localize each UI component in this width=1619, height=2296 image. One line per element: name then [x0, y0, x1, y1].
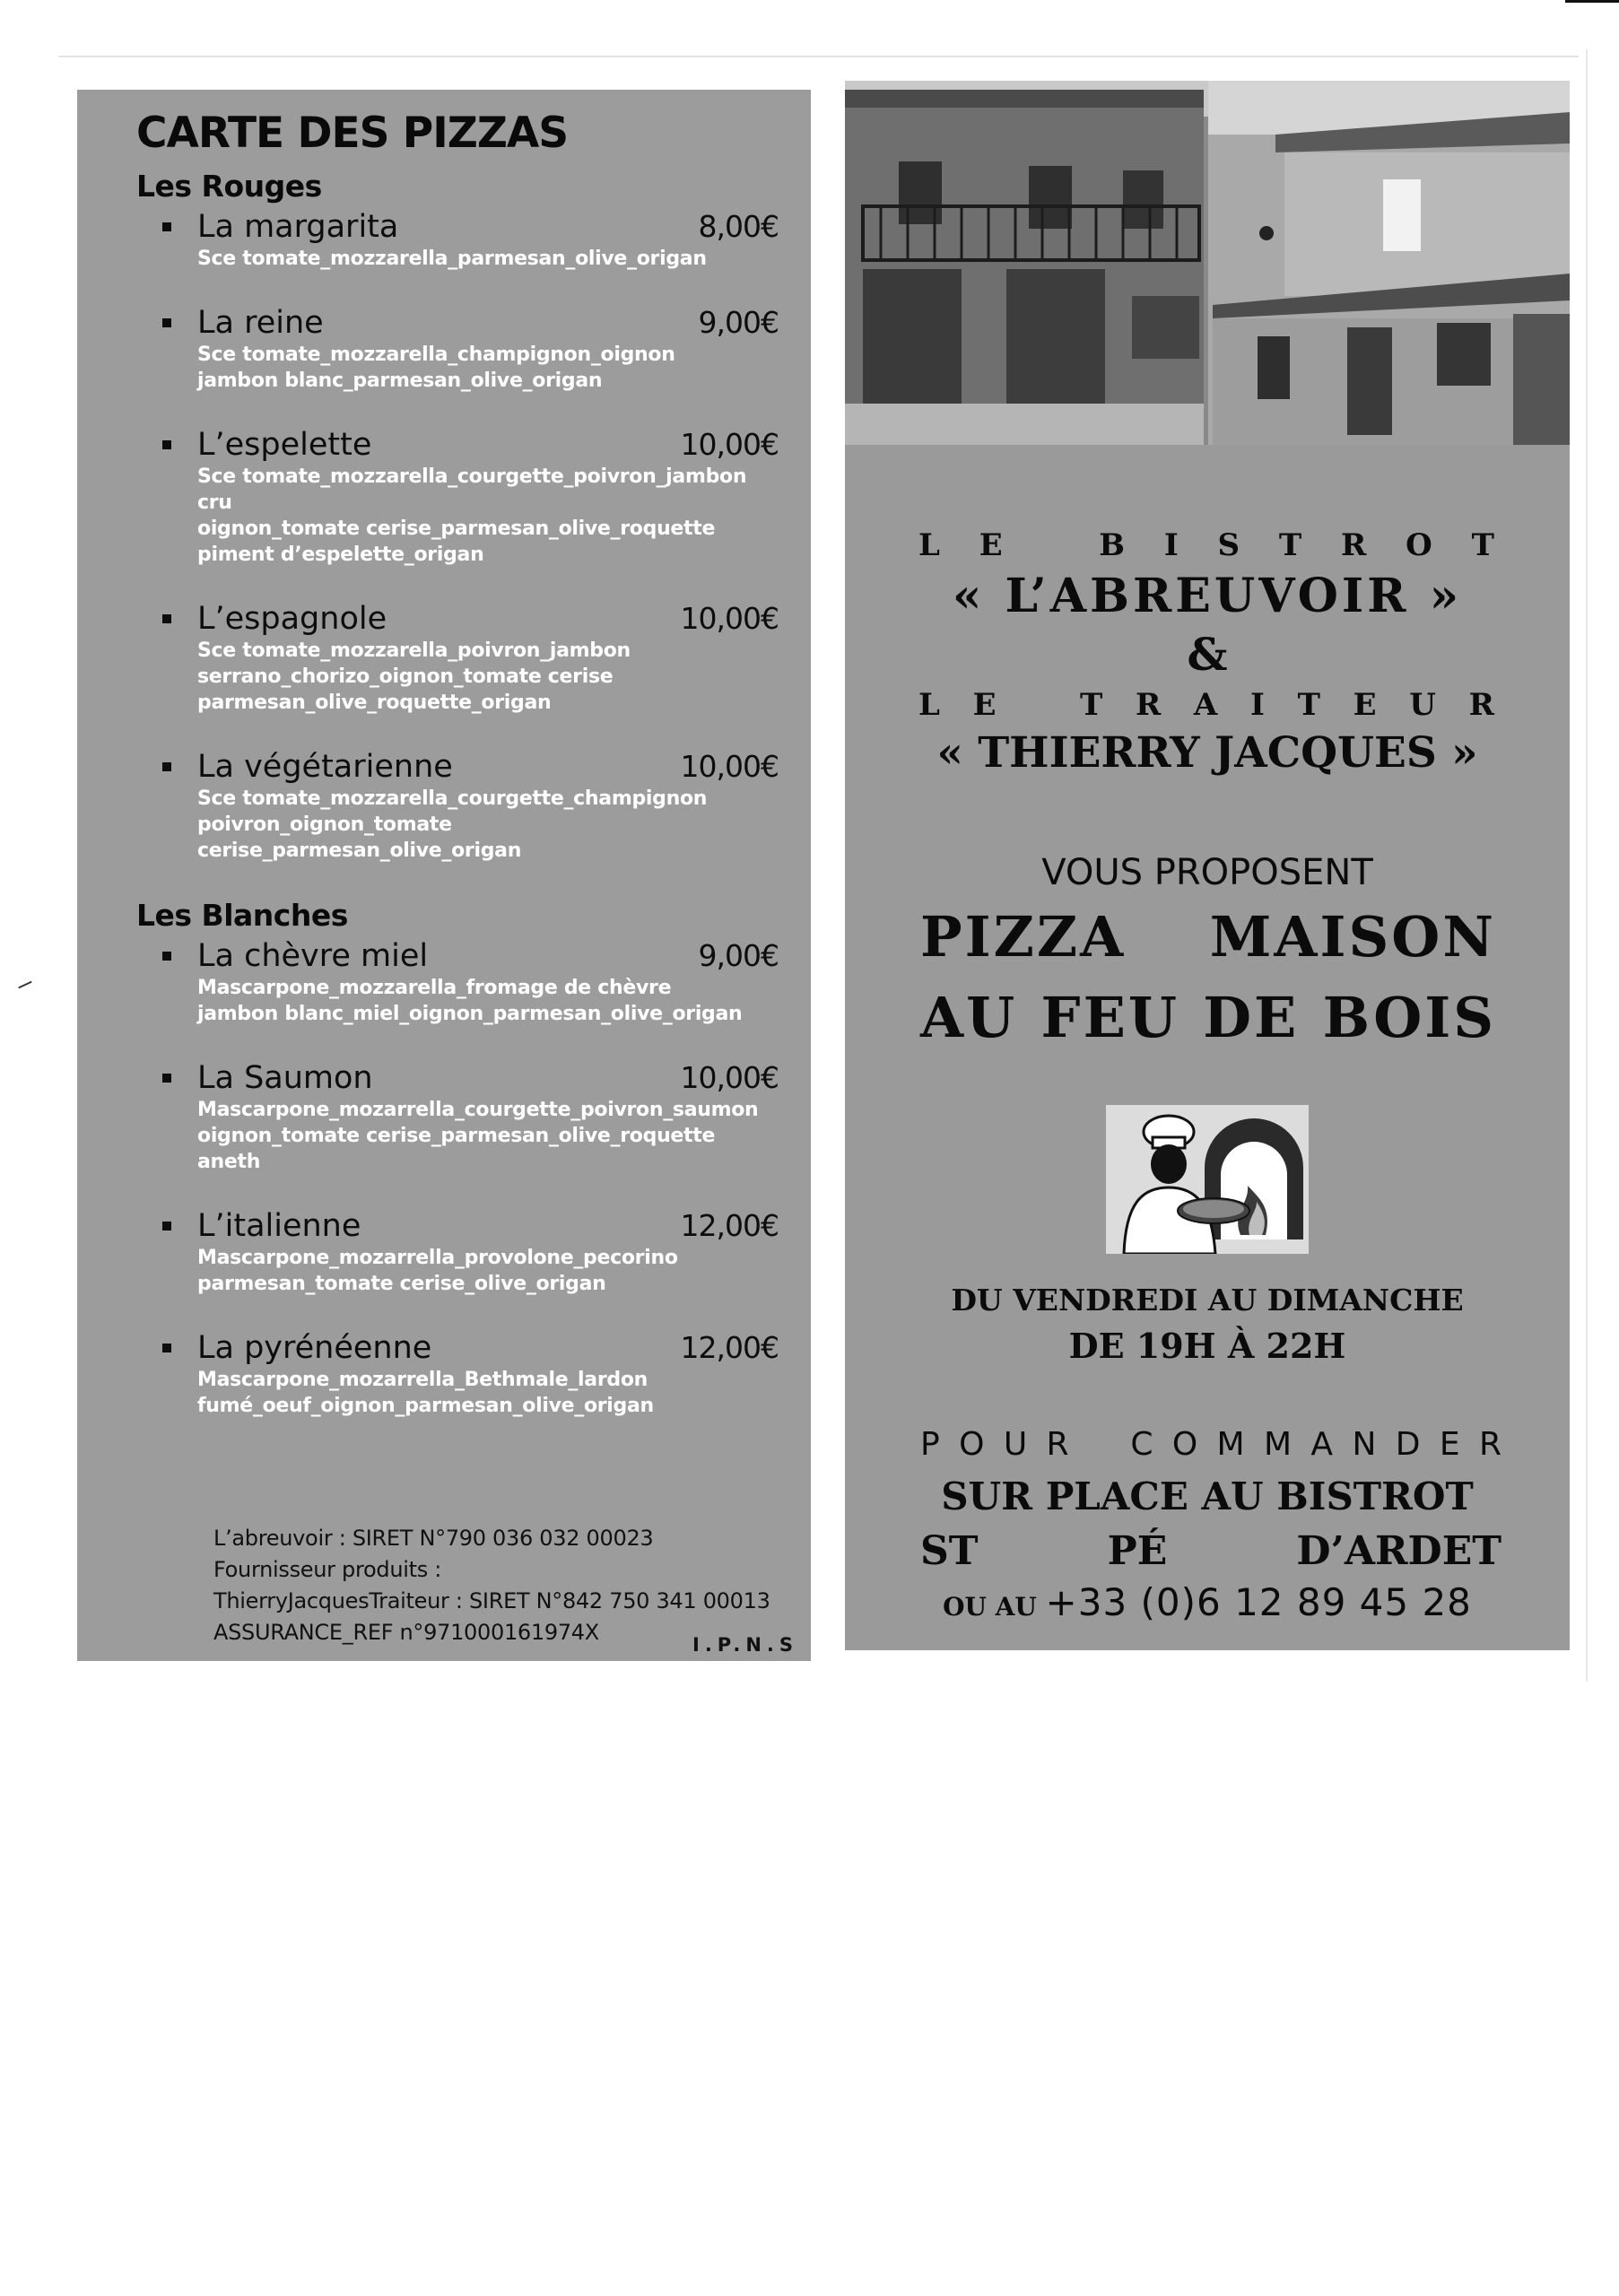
letter: L — [918, 527, 940, 563]
pizza-item — [136, 304, 779, 394]
pizza-item — [136, 600, 779, 716]
bullet-icon — [162, 1074, 171, 1083]
page-edge-right — [1586, 49, 1588, 1682]
order-location: SUR PLACE AU BISTROT — [941, 1474, 1474, 1518]
letter: R — [1046, 1426, 1069, 1463]
pizza-ingredients: Sce tomate_mozzarella_poivron_jambon — [197, 639, 631, 662]
pizza-price: 9,00€ — [698, 938, 779, 973]
pizza-item — [136, 748, 779, 864]
pizza-name: La pyrénéenne — [197, 1330, 432, 1366]
corner-mark — [1565, 0, 1619, 3]
ampersand: & — [1187, 628, 1228, 681]
letter: I — [1163, 527, 1179, 563]
pizza-price: 12,00€ — [680, 1330, 779, 1365]
chef-pizza-oven-icon — [1106, 1105, 1309, 1254]
legal-line: L’abreuvoir : SIRET N°790 036 032 00023 — [213, 1526, 654, 1551]
letter: R — [1468, 687, 1494, 723]
letter: U — [1409, 687, 1436, 723]
pizza-ingredients: parmesan_tomate cerise_olive_origan — [197, 1273, 606, 1295]
letter: R — [1135, 687, 1162, 723]
spacer — [1041, 527, 1059, 563]
pizza-price: 10,00€ — [680, 427, 779, 462]
bullet-icon — [162, 1344, 171, 1352]
letter: C — [1130, 1426, 1153, 1463]
opening-hours: DE 19H À 22H — [1068, 1326, 1346, 1366]
page-edge-top — [58, 56, 1579, 57]
letter: E — [1439, 1426, 1460, 1463]
bullet-icon — [162, 440, 171, 449]
headline-word: DE — [1203, 985, 1300, 1050]
ipns-mark: I.P.N.S — [692, 1634, 798, 1656]
pizza-list — [136, 937, 779, 1419]
letter: N — [1352, 1426, 1377, 1463]
headline-word: AU — [920, 985, 1018, 1050]
phone-line — [845, 1580, 1570, 1624]
pizza-item — [136, 1329, 779, 1419]
pizza-ingredients: Mascarpone_mozarrella_Bethmale_lardon — [197, 1369, 648, 1391]
pizza-price: 10,00€ — [680, 1060, 779, 1095]
pizza-price: 10,00€ — [680, 601, 779, 636]
village-word: ST — [920, 1528, 979, 1574]
pizza-item — [136, 1059, 779, 1175]
legal-line: ThierryJacquesTraiteur : SIRET N°842 750 341 00013 — [213, 1588, 770, 1613]
pizza-price: 10,00€ — [680, 749, 779, 784]
pizza-header — [197, 208, 779, 246]
pizza-name: L’italienne — [197, 1208, 361, 1244]
pizza-name: La reine — [197, 305, 324, 341]
pizza-name: La margarita — [197, 209, 399, 245]
phone-number: +33 (0)6 12 89 45 28 — [1045, 1580, 1472, 1624]
pizza-header — [197, 600, 779, 638]
letter: S — [1217, 527, 1240, 563]
pizza-name: L’espelette — [197, 427, 372, 463]
pizza-price: 12,00€ — [680, 1208, 779, 1243]
letter: T — [1297, 687, 1320, 723]
headline-word: MAISON — [1209, 904, 1496, 970]
pizza-item — [136, 426, 779, 568]
pizza-item — [136, 1207, 779, 1297]
pizza-item — [136, 208, 779, 272]
headline-word: BOIS — [1322, 985, 1496, 1050]
pizza-ingredients: Mascarpone_mozarrella_courgette_poivron_saumon — [197, 1099, 759, 1121]
letter: M — [1263, 1426, 1293, 1463]
pizza-ingredients: oignon_tomate cerise_parmesan_olive_roquette — [197, 1125, 716, 1147]
pizza-ingredients: Sce tomate_mozzarella_courgette_champignon — [197, 787, 708, 810]
pizza-ingredients: Sce tomate_mozzarella_parmesan_olive_origan — [197, 248, 707, 270]
pizza-name: L’espagnole — [197, 601, 387, 637]
pizza-menu-panel — [77, 90, 811, 1661]
letter: E — [972, 687, 997, 723]
letter: D — [1395, 1426, 1421, 1463]
village-word: D’ARDET — [1296, 1528, 1501, 1574]
letter: E — [979, 527, 1003, 563]
pizza-price: 8,00€ — [698, 209, 779, 244]
letter: L — [918, 687, 940, 723]
letter: O — [959, 1426, 985, 1463]
opening-days: DU VENDREDI AU DIMANCHE — [951, 1283, 1464, 1318]
pizza-header — [197, 304, 779, 342]
pizza-ingredients: Mascarpone_mozarrella_provolone_pecorino — [197, 1247, 678, 1269]
pizza-ingredients: Mascarpone_mozzarella_fromage de chèvre — [197, 977, 672, 999]
bistrot-label — [845, 527, 1570, 563]
legal-line: ASSURANCE_REF n°971000161974X — [213, 1620, 599, 1645]
bullet-icon — [162, 762, 171, 771]
village-word: PÉ — [1107, 1528, 1168, 1574]
letter: R — [1478, 1426, 1501, 1463]
letter: A — [1310, 1426, 1334, 1463]
pizza-ingredients: poivron_oignon_tomate cerise_parmesan_olive_origan — [197, 813, 522, 862]
traiteur-name: « THIERRY JACQUES » — [936, 728, 1478, 778]
flyer-panel — [845, 81, 1570, 1650]
spacer — [1029, 687, 1047, 723]
tagline: VOUS PROPOSENT — [1041, 852, 1373, 893]
letter: T — [1278, 527, 1302, 563]
pizza-price: 9,00€ — [698, 305, 779, 340]
pizza-header — [197, 937, 779, 975]
pizza-ingredients: Sce tomate_mozzarella_champignon_oignon — [197, 344, 675, 366]
bullet-icon — [162, 222, 171, 231]
pizza-header — [197, 748, 779, 786]
pizza-ingredients: fumé_oeuf_oignon_parmesan_olive_origan — [197, 1395, 654, 1417]
legal-line: Fournisseur produits : — [213, 1557, 442, 1582]
section-title: Les Blanches — [136, 898, 348, 933]
legal-info — [213, 1523, 770, 1648]
phone-prefix: OU AU — [943, 1592, 1046, 1622]
spacer — [1088, 1426, 1111, 1463]
pizza-ingredients: piment d’espelette_origan — [197, 544, 484, 566]
menu-sections — [136, 167, 779, 1419]
pizza-item — [136, 937, 779, 1027]
letter: P — [920, 1426, 940, 1463]
pizza-ingredients: jambon blanc_parmesan_olive_origan — [197, 370, 603, 392]
building-photo — [845, 81, 1570, 445]
pizza-name: La Saumon — [197, 1060, 373, 1096]
letter: R — [1341, 527, 1367, 563]
section-title: Les Rouges — [136, 169, 322, 204]
letter: O — [1406, 527, 1432, 563]
pizza-ingredients: serrano_chorizo_oignon_tomate cerise — [197, 665, 614, 688]
order-label — [845, 1426, 1570, 1463]
letter: E — [1353, 687, 1377, 723]
letter: U — [1003, 1426, 1028, 1463]
pizza-ingredients: aneth — [197, 1151, 261, 1173]
pizza-name: La chèvre miel — [197, 938, 429, 974]
pizza-ingredients: oignon_tomate cerise_parmesan_olive_roquette — [197, 517, 716, 540]
traiteur-label — [845, 687, 1570, 723]
bistrot-name: « L’ABREUVOIR » — [952, 569, 1463, 623]
letter: O — [1171, 1426, 1198, 1463]
pizza-list — [136, 208, 779, 864]
menu-title: CARTE DES PIZZAS — [136, 109, 569, 158]
bullet-icon — [162, 614, 171, 623]
letter: T — [1079, 687, 1103, 723]
pizza-name: La végétarienne — [197, 749, 453, 785]
village-name — [845, 1528, 1570, 1574]
pizza-ingredients: jambon blanc_miel_oignon_parmesan_olive_origan — [197, 1003, 743, 1025]
letter: M — [1216, 1426, 1245, 1463]
pizza-ingredients: parmesan_olive_roquette_origan — [197, 691, 552, 714]
pizza-ingredients: Sce tomate_mozzarella_courgette_poivron_jambon cru — [197, 465, 747, 514]
headline-pizza-maison — [845, 904, 1570, 970]
stray-mark — [18, 981, 31, 989]
headline-word: FEU — [1040, 985, 1179, 1050]
letter: T — [1471, 527, 1494, 563]
headline-feu-de-bois — [845, 985, 1570, 1050]
pizza-header — [197, 1207, 779, 1245]
bullet-icon — [162, 318, 171, 327]
bullet-icon — [162, 952, 171, 961]
pizza-header — [197, 1059, 779, 1097]
letter: B — [1099, 527, 1126, 563]
bullet-icon — [162, 1222, 171, 1231]
pizza-header — [197, 1329, 779, 1367]
headline-word: PIZZA — [920, 904, 1127, 970]
letter: A — [1193, 687, 1218, 723]
pizza-header — [197, 426, 779, 464]
letter: I — [1250, 687, 1265, 723]
